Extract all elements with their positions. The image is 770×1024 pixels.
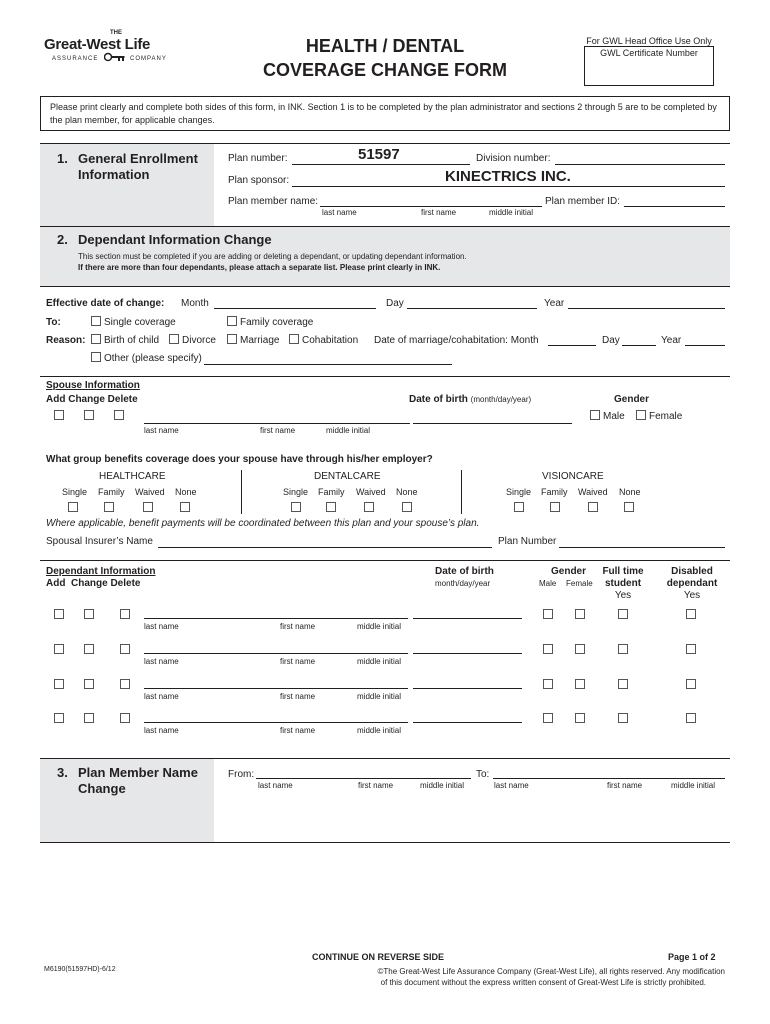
single-coverage-label: Single coverage [104, 317, 176, 328]
health-waived-checkbox[interactable] [143, 502, 153, 512]
section2-title: Dependant Information Change [78, 232, 272, 247]
column-divider [461, 470, 462, 514]
dependant-middle-caption: middle initial [357, 726, 402, 735]
health-family-checkbox[interactable] [104, 502, 114, 512]
spousal-plan-number-field[interactable] [559, 547, 725, 548]
dependant-dob-field[interactable] [413, 653, 522, 654]
spouse-dob-label [409, 394, 531, 405]
dependant-middle-caption: middle initial [357, 657, 402, 666]
dental-none-label: None [396, 487, 418, 497]
dependant-change-checkbox[interactable] [84, 644, 94, 654]
dependant-row-2 [0, 641, 770, 671]
dependant-add-checkbox[interactable] [54, 644, 64, 654]
dental-family-label: Family [318, 487, 345, 497]
reason-label: Reason: [46, 335, 86, 346]
section1-title: General Enrollment Information [78, 151, 198, 182]
dependant-row-3 [0, 676, 770, 706]
dependant-dob-field[interactable] [413, 722, 522, 723]
spouse-info-heading: Spouse Information [46, 380, 140, 391]
spouse-male-checkbox[interactable] [590, 410, 600, 420]
marriage-date-label: Date of marriage/cohabitation: Month [374, 335, 539, 346]
vision-waived-label: Waived [578, 487, 608, 497]
spouse-middle-caption: middle initial [326, 426, 371, 435]
dependant-delete-checkbox[interactable] [120, 713, 130, 723]
dependant-female-checkbox[interactable] [575, 713, 585, 723]
vision-single-checkbox[interactable] [514, 502, 524, 512]
dependant-last-caption: last name [144, 657, 179, 666]
vision-family-checkbox[interactable] [550, 502, 560, 512]
dependant-male-checkbox[interactable] [543, 644, 553, 654]
effective-day-label: Day [386, 298, 404, 309]
dependant-name-field[interactable] [144, 722, 408, 723]
logo [44, 30, 194, 70]
logo-the: THE [110, 30, 122, 36]
dependant-name-field[interactable] [144, 618, 408, 619]
form-title-line2: COVERAGE CHANGE FORM [262, 60, 507, 80]
dependant-add-change-delete: Add Change Delete [46, 578, 141, 589]
plan-member-name-label: Plan member name: [228, 196, 319, 207]
dental-waived-checkbox[interactable] [364, 502, 374, 512]
health-none-label: None [175, 487, 197, 497]
birth-of-child-checkbox[interactable] [91, 334, 101, 344]
spouse-dob-format: (month/day/year) [470, 395, 532, 404]
coordination-note: Where applicable, benefit payments will be coordinated between this plan and your spouse’s plan. [46, 518, 480, 529]
dependant-name-field[interactable] [144, 653, 408, 654]
dependant-student-checkbox[interactable] [618, 713, 628, 723]
key-icon [104, 52, 126, 62]
other-reason-label: Other (please specify) [104, 353, 202, 364]
dependant-delete-checkbox[interactable] [120, 644, 130, 654]
dependant-name-field[interactable] [144, 688, 408, 689]
plan-member-id-field[interactable] [624, 206, 725, 207]
other-reason-checkbox[interactable] [91, 352, 101, 362]
dependant-delete-checkbox[interactable] [120, 609, 130, 619]
section2-number: 2. [57, 232, 68, 247]
student-yes-label: Yes [614, 590, 632, 601]
divider [40, 376, 730, 377]
effective-month-label: Month [181, 298, 209, 309]
vision-none-label: None [619, 487, 641, 497]
dependant-change-checkbox[interactable] [84, 679, 94, 689]
disabled-dependant-label [660, 566, 724, 602]
spouse-female-label: Female [649, 411, 683, 422]
dependant-dob-label: Date of birth [435, 566, 494, 577]
form-code: M6190(51597HD)-6/12 [44, 966, 116, 973]
plan-number-value: 51597 [358, 146, 400, 163]
dependant-dob-field[interactable] [413, 618, 522, 619]
spouse-delete-checkbox[interactable] [114, 410, 124, 420]
to-last-caption: last name [494, 781, 529, 790]
effective-month-field[interactable] [214, 308, 376, 309]
plan-member-id-label: Plan member ID: [545, 196, 621, 207]
dependant-add-checkbox[interactable] [54, 679, 64, 689]
form-title [232, 36, 538, 81]
dental-none-checkbox[interactable] [402, 502, 412, 512]
effective-year-label: Year [544, 298, 565, 309]
section3-title: Plan Member Name Change [78, 765, 198, 796]
member-last-name-caption: last name [322, 208, 357, 217]
plan-sponsor-field[interactable] [292, 186, 725, 187]
page-number: Page 1 of 2 [668, 952, 716, 962]
dependant-male-checkbox[interactable] [543, 609, 553, 619]
divider [40, 226, 730, 227]
to-label: To: [46, 317, 61, 328]
spouse-dob-field[interactable] [413, 423, 572, 424]
dependant-disabled-checkbox[interactable] [686, 679, 696, 689]
dependant-student-checkbox[interactable] [618, 644, 628, 654]
dependant-last-caption: last name [144, 726, 179, 735]
division-number-field[interactable] [555, 164, 725, 165]
gwl-certificate-box [584, 46, 714, 86]
marriage-checkbox[interactable] [227, 334, 237, 344]
health-single-checkbox[interactable] [68, 502, 78, 512]
spousal-insurer-field[interactable] [158, 547, 492, 548]
group-benefits-question: What group benefits coverage does your spouse have through his/her employer? [46, 454, 433, 465]
dependant-change-checkbox[interactable] [84, 713, 94, 723]
dental-single-label: Single [283, 487, 309, 497]
vision-single-label: Single [506, 487, 532, 497]
marriage-day-label: Day [602, 335, 620, 346]
dependant-info-heading: Dependant Information [46, 566, 156, 577]
health-waived-label: Waived [135, 487, 165, 497]
dental-single-checkbox[interactable] [291, 502, 301, 512]
family-coverage-label: Family coverage [240, 317, 314, 328]
dependant-female-checkbox[interactable] [575, 609, 585, 619]
logo-sub-right: COMPANY [130, 56, 167, 62]
marriage-year-label: Year [661, 335, 682, 346]
section2-note1: This section must be completed if you are adding or deleting a dependant, or updating dependant information. [78, 252, 467, 261]
student-label: student [604, 578, 642, 589]
spouse-last-caption: last name [144, 426, 179, 435]
spouse-gender-label: Gender [614, 394, 650, 405]
dependant-last-caption: last name [144, 622, 179, 631]
spouse-add-change-delete: Add Change Delete [46, 394, 138, 405]
dependant-add-checkbox[interactable] [54, 609, 64, 619]
divider [40, 758, 730, 759]
column-divider [241, 470, 242, 514]
spouse-female-checkbox[interactable] [636, 410, 646, 420]
visioncare-heading: VISIONCARE [542, 471, 604, 482]
dependant-delete-checkbox[interactable] [120, 679, 130, 689]
effective-day-field[interactable] [407, 308, 537, 309]
section2-note2: If there are more than four dependants, please attach a separate list. Please print clearly in INK. [78, 263, 441, 272]
dental-family-checkbox[interactable] [326, 502, 336, 512]
name-change-to-field[interactable] [493, 778, 725, 779]
copyright-line2: of this document without the express written consent of Great-West Life is strictly prohibited. [380, 978, 706, 987]
spouse-dob-title: Date of birth [409, 394, 468, 405]
dependant-add-checkbox[interactable] [54, 713, 64, 723]
family-coverage-checkbox[interactable] [227, 316, 237, 326]
single-coverage-checkbox[interactable] [91, 316, 101, 326]
dependant-male-checkbox[interactable] [543, 679, 553, 689]
dependant-label: dependant [666, 578, 718, 589]
division-number-label: Division number: [476, 153, 551, 164]
instructions-box [40, 96, 730, 131]
dental-waived-label: Waived [356, 487, 386, 497]
marriage-year-field[interactable] [685, 345, 725, 346]
section3-number: 3. [57, 765, 68, 780]
name-change-from-field[interactable] [256, 778, 471, 779]
dependant-disabled-checkbox[interactable] [686, 713, 696, 723]
disabled-label: Disabled [671, 566, 713, 577]
plan-number-label: Plan number: [228, 153, 288, 164]
continue-notice: CONTINUE ON REVERSE SIDE [312, 952, 445, 962]
dependant-last-caption: last name [144, 692, 179, 701]
dependant-disabled-checkbox[interactable] [686, 609, 696, 619]
dependant-change-checkbox[interactable] [84, 609, 94, 619]
full-time-label: Full time [602, 566, 644, 577]
dependant-student-checkbox[interactable] [618, 609, 628, 619]
birth-of-child-label: Birth of child [104, 335, 160, 346]
name-change-from-label: From: [228, 769, 255, 780]
dependant-student-checkbox[interactable] [618, 679, 628, 689]
cohabitation-checkbox[interactable] [289, 334, 299, 344]
logo-name: Great-West Life [44, 36, 151, 53]
dependant-female-checkbox[interactable] [575, 679, 585, 689]
dependant-first-caption: first name [280, 692, 316, 701]
plan-number-field[interactable] [292, 164, 470, 165]
logo-sub-left: ASSURANCE [52, 56, 99, 62]
divorce-checkbox[interactable] [169, 334, 179, 344]
dependant-row-4 [0, 710, 770, 740]
dependant-male-checkbox[interactable] [543, 713, 553, 723]
vision-family-label: Family [541, 487, 568, 497]
spouse-male-label: Male [603, 411, 625, 422]
effective-date-label: Effective date of change: [46, 298, 165, 309]
divider [40, 560, 730, 561]
from-middle-caption: middle initial [420, 781, 465, 790]
dependant-first-caption: first name [280, 657, 316, 666]
from-last-caption: last name [258, 781, 293, 790]
dependant-row-1 [0, 606, 770, 636]
spousal-plan-number-label: Plan Number [498, 536, 557, 547]
other-reason-field[interactable] [204, 364, 452, 365]
spouse-add-checkbox[interactable] [54, 410, 64, 420]
dependant-first-caption: first name [280, 726, 316, 735]
dependant-female-checkbox[interactable] [575, 644, 585, 654]
healthcare-heading: HEALTHCARE [99, 471, 166, 482]
health-none-checkbox[interactable] [180, 502, 190, 512]
to-middle-caption: middle initial [671, 781, 716, 790]
health-family-label: Family [98, 487, 125, 497]
name-change-to-label: To: [476, 769, 490, 780]
plan-sponsor-value: KINECTRICS INC. [445, 168, 571, 185]
spouse-first-caption: first name [260, 426, 296, 435]
dependant-gender-label: Gender [551, 566, 587, 577]
to-first-caption: first name [607, 781, 643, 790]
cohabitation-label: Cohabitation [302, 335, 359, 346]
section1-number: 1. [57, 151, 68, 166]
spouse-name-field[interactable] [144, 423, 410, 424]
divider [40, 143, 730, 144]
dependant-middle-caption: middle initial [357, 622, 402, 631]
instructions-text: Please print clearly and complete both sides of this form, in INK. Section 1 is to be completed by the plan administrator and sections 2 through 5 are to be completed by the plan member, for applicable changes. [50, 102, 717, 125]
dentalcare-heading: DENTALCARE [314, 471, 381, 482]
form-title-line1: HEALTH / DENTAL [305, 36, 465, 56]
divider [40, 286, 730, 287]
spouse-change-checkbox[interactable] [84, 410, 94, 420]
full-time-student-label [596, 566, 650, 602]
effective-year-field[interactable] [568, 308, 725, 309]
dependant-dob-format: month/day/year [435, 579, 491, 588]
plan-member-name-field[interactable] [320, 206, 542, 207]
gwl-certificate-label: GWL Certificate Number [600, 48, 698, 58]
health-single-label: Single [62, 487, 88, 497]
dependant-middle-caption: middle initial [357, 692, 402, 701]
dependant-male-label: Male [539, 579, 557, 588]
marriage-day-field[interactable] [622, 345, 656, 346]
dependant-disabled-checkbox[interactable] [686, 644, 696, 654]
marriage-month-field[interactable] [548, 345, 596, 346]
office-use-label: For GWL Head Office Use Only [586, 36, 712, 46]
copyright-line1: ©The Great-West Life Assurance Company (Great-West Life), all rights reserved. Any modification [377, 967, 725, 976]
divider [40, 842, 730, 843]
marriage-label: Marriage [240, 335, 280, 346]
dependant-female-label: Female [566, 579, 593, 588]
from-first-caption: first name [358, 781, 394, 790]
spousal-insurer-label: Spousal Insurer’s Name [46, 536, 153, 547]
dependant-first-caption: first name [280, 622, 316, 631]
vision-waived-checkbox[interactable] [588, 502, 598, 512]
dependant-dob-field[interactable] [413, 688, 522, 689]
plan-sponsor-label: Plan sponsor: [228, 175, 290, 186]
member-first-name-caption: first name [421, 208, 457, 217]
member-middle-initial-caption: middle initial [489, 208, 534, 217]
disabled-yes-label: Yes [683, 590, 701, 601]
divorce-label: Divorce [182, 335, 216, 346]
vision-none-checkbox[interactable] [624, 502, 634, 512]
